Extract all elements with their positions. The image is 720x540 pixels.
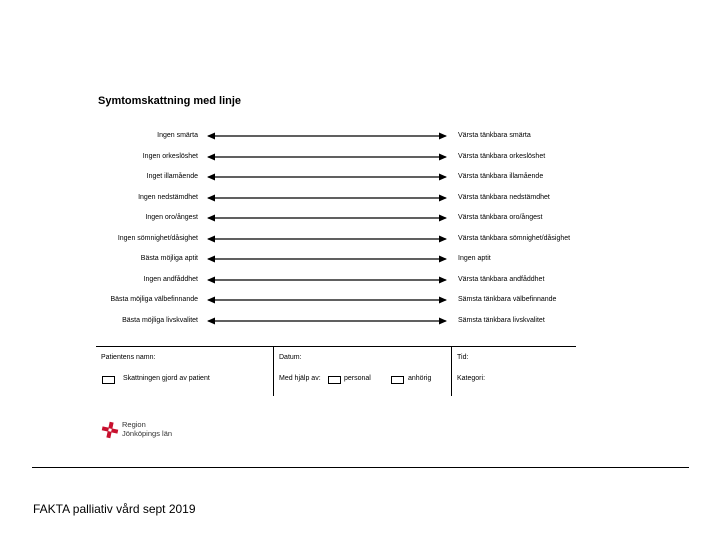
scale-left-label: Ingen andfåddhet xyxy=(143,275,198,283)
by-patient-label: Skattningen gjord av patient xyxy=(123,375,210,382)
scale-left-label: Bästa möjliga aptit xyxy=(140,255,198,262)
scale-left-label: Ingen oro/ångest xyxy=(145,214,198,221)
scale-left-label: Bästa möjliga välbefinnande xyxy=(110,296,198,303)
scale-row xyxy=(0,150,720,164)
scale-right-label: Värsta tänkbara smärta xyxy=(458,132,531,139)
scale-right-label: Värsta tänkbara nedstämdhet xyxy=(458,193,550,201)
double-headed-arrow-icon[interactable] xyxy=(206,151,448,163)
category-label: Kategori: xyxy=(457,375,486,382)
scale-right-label: Ingen aptit xyxy=(458,255,491,262)
scale-title: Symtomskattning med linje xyxy=(98,95,242,107)
scale-right-label: Värsta tänkbara illamående xyxy=(458,173,544,180)
region-cross-logo-icon xyxy=(101,421,119,439)
scale-right-label: Värsta tänkbara sömnighet/dåsighet xyxy=(458,234,571,242)
scale-row xyxy=(0,252,720,266)
region-logo-text xyxy=(122,420,172,438)
scale-left-label: Ingen orkeslöshet xyxy=(142,152,198,160)
scale-row xyxy=(0,232,720,246)
with-help-label: Med hjälp av: xyxy=(279,375,321,382)
form-section xyxy=(96,346,576,397)
double-headed-arrow-icon[interactable] xyxy=(206,315,448,327)
relative-checkbox-icon[interactable] xyxy=(391,376,404,384)
footer-caption: FAKTA palliativ vård sept 2019 xyxy=(33,502,196,516)
footer-rule xyxy=(32,467,689,468)
personal-label: personal xyxy=(344,375,371,382)
scale-row xyxy=(0,211,720,225)
scale-right-label: Värsta tänkbara andfåddhet xyxy=(458,275,545,283)
relative-label: anhörig xyxy=(408,375,432,382)
scale-row xyxy=(0,191,720,205)
personal-checkbox-icon[interactable] xyxy=(328,376,341,384)
logo-line-1: Region xyxy=(122,420,146,429)
scale-left-label: Inget illamående xyxy=(146,173,198,180)
form-divider xyxy=(273,346,274,396)
scale-right-label: Sämsta tänkbara livskvalitet xyxy=(458,316,545,324)
double-headed-arrow-icon[interactable] xyxy=(206,294,448,306)
by-patient-checkbox-icon[interactable] xyxy=(102,376,115,384)
scale-left-label: Ingen smärta xyxy=(157,132,198,139)
scale-row xyxy=(0,170,720,184)
scale-row xyxy=(0,273,720,287)
scale-left-label: Ingen nedstämdhet xyxy=(138,193,198,201)
double-headed-arrow-icon[interactable] xyxy=(206,212,448,224)
double-headed-arrow-icon[interactable] xyxy=(206,274,448,286)
double-headed-arrow-icon[interactable] xyxy=(206,192,448,204)
scale-left-label: Ingen sömnighet/dåsighet xyxy=(117,234,198,242)
double-headed-arrow-icon[interactable] xyxy=(206,233,448,245)
date-label: Datum: xyxy=(279,354,302,361)
scale-row xyxy=(0,293,720,307)
double-headed-arrow-icon[interactable] xyxy=(206,253,448,265)
form-divider xyxy=(451,346,452,396)
scale-left-label: Bästa möjliga livskvalitet xyxy=(122,316,198,324)
double-headed-arrow-icon[interactable] xyxy=(206,130,448,142)
scale-row xyxy=(0,129,720,143)
scale-right-label: Värsta tänkbara oro/ångest xyxy=(458,214,543,221)
logo-line-2: Jönköpings län xyxy=(122,429,173,438)
double-headed-arrow-icon[interactable] xyxy=(206,171,448,183)
scale-right-label: Värsta tänkbara orkeslöshet xyxy=(458,152,546,160)
scale-right-label: Sämsta tänkbara välbefinnande xyxy=(458,296,557,303)
patient-name-label: Patientens namn: xyxy=(101,354,156,361)
time-label: Tid: xyxy=(457,354,469,361)
scale-row xyxy=(0,314,720,328)
